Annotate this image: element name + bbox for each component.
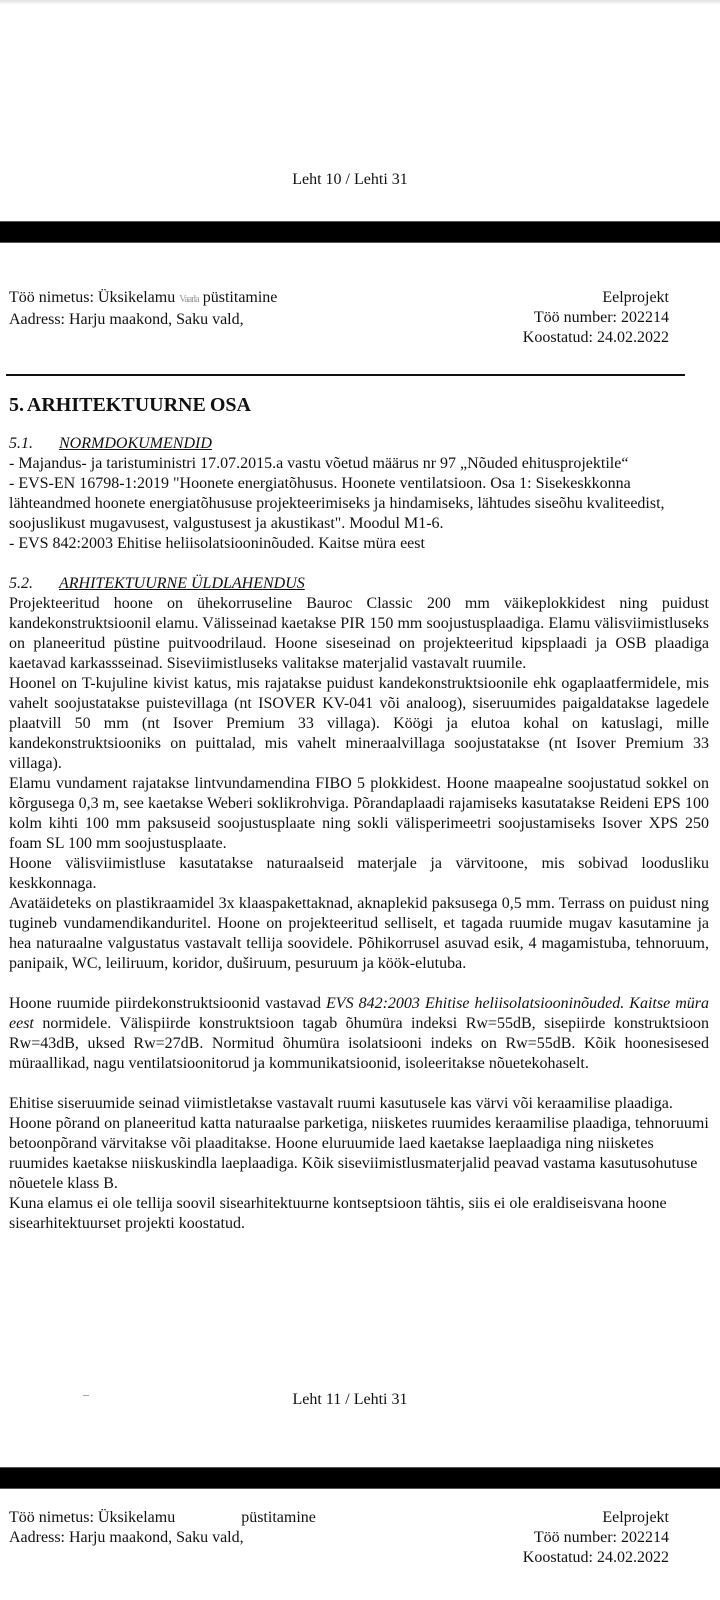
document-body <box>9 392 709 1234</box>
page-number-footer: Leht 11 / Lehti 31 <box>292 1391 408 1408</box>
compiled-date: Koostatud: 24.02.2022 <box>522 1549 669 1566</box>
work-number: Töö number: 202214 <box>533 1529 669 1546</box>
paragraph: Hoone välisviimistluse kasutatakse naturaalseid materjale ja värvitoone, mis sobivad loodusliku keskkonnaga. <box>9 855 709 892</box>
subsection-title: ARHITEKTUURNE ÜLDLAHENDUS <box>59 575 305 592</box>
page-separator <box>0 1467 720 1489</box>
section-title: 5. ARHITEKTUURNE OSA <box>9 394 251 416</box>
paragraph: Hoonel on T-kujuline kivist katus, mis rajatakse puidust kandekonstruktsioonile ehk ogaplaatfermidele, mis vahelt soojustatakse puistevillaga (nt ISOVER KV-041 või analoog), siseruumides paigaldatakse lagedele plaatvill 50 mm (nt Isover Premium 33 villaga). Köögi ja elutoa kohal on katuslagi, mille kandekonstruktsiooniks on puittalad, mis vahelt mineraalvillaga soojustatakse (nt Isover Premium 33 villaga). <box>9 675 709 772</box>
header-rule <box>6 374 685 376</box>
norm-document-item: - Majandus- ja taristuministri 17.07.2015.a vastu võetud määrus nr 97 „Nõuded ehitusprojektile“ <box>9 455 629 472</box>
subsection-number: 5.2. <box>9 575 33 592</box>
norm-document-item: - EVS 842:2003 Ehitise heliisolatsiooninõuded. Kaitse müra eest <box>9 535 425 552</box>
paragraph: Ehitise siseruumide seinad viimistletakse vastavalt ruumi kasutusele kas värvi või keraamilise plaadiga. Hoone põrand on planeeritud katta naturaalse parketiga, niisketes ruumides keraamilise plaadiga, tehnoruumi betoonpõrand värvitakse või plaaditakse. Hoone eluruumide laed kaetakse laeplaadiga ning niisketes ruumides kaetakse niiskuskindla laeplaadiga. Kõik siseviimistlusmaterjalid peavad vastama kasutusohutuse nõuetele klass B. <box>9 1095 709 1192</box>
viewer-top-shadow <box>0 0 720 5</box>
work-name: Töö nimetus: Üksikelamu Vaarla püstitamine <box>9 289 278 306</box>
address: Aadress: Harju maakond, Saku vald, <box>9 311 244 328</box>
work-name: Töö nimetus: Üksikelamu püstitamine <box>9 1509 316 1526</box>
work-number: Töö number: 202214 <box>533 309 669 326</box>
subsection-heading <box>9 574 709 594</box>
subsection-heading <box>9 434 709 454</box>
compiled-date: Koostatud: 24.02.2022 <box>522 329 669 346</box>
project-stage: Eelprojekt <box>602 289 669 306</box>
paragraph: Avatäideteks on plastikraamidel 3x klaaspakettaknad, aknaplekid paksusega 0,5 mm. Terrass on puidust ning tugineb vundamendikanduritel. Hoone on projekteeritud selliselt, et tagada ruumide mugav kasutamine ja hea naturaalne valgustatus vastavalt tellija soovidele. Põhikorrusel asuvad esik, 4 magamistuba, tehnoruum, panipaik, WC, leiliruum, koridor, duširuum, pesuruum ja köök-elutuba. <box>9 895 709 972</box>
paragraph: Projekteeritud hoone on ühekorruseline Bauroc Classic 200 mm väikeplokkidest ning puidust kandekonstruktsioonil elamu. Välisseinad kaetakse PIR 150 mm soojustusplaadiga. Elamu välisviimistluseks on planeeritud püstine puitvoodrilaud. Hoone siseseinad on projekteeritud kipsplaadi ja OSB plaadiga kaetavad karkassseinad. Siseviimistluseks valitakse materjalid vastavalt ruumile. <box>9 595 709 672</box>
subsection-title: NORMDOKUMENDID <box>59 435 212 452</box>
standard-reference: EVS 842:2003 Ehitise heliisolatsiooninõuded. Kaitse müra eest <box>9 995 709 1032</box>
project-stage: Eelprojekt <box>602 1509 669 1526</box>
subsection-number: 5.1. <box>9 435 33 452</box>
norm-document-item: - EVS-EN 16798-1:2019 "Hoonete energiatõhusus. Hoonete ventilatsioon. Osa 1: Sisekeskkonna lähteandmed hoonete energiatõhususe projekteerimiseks ja hindamiseks, lähtudes siseõhu kvaliteedist, soojuslikust mugavusest, valgustusest ja akustikast". Moodul M1-6. <box>9 475 665 532</box>
page-number-footer: Leht 10 / Lehti 31 <box>292 171 408 188</box>
page-separator <box>0 221 720 243</box>
acoustics-paragraph: Hoone ruumide piirdekonstruktsioonid vastavad EVS 842:2003 Ehitise heliisolatsiooninõuded. Kaitse müra eest normidele. Välispiirde konstruktsioon tagab õhumüra indeksi Rw=55dB, sisepiirde konstruktsioon Rw=43dB, uksed Rw=27dB. Normitud õhumüra isolatsiooni indeks on Rw=55dB. Kõik hoonesisesed müraallikad, nagu ventilatsioonitorud ja kommunikatsioonid, isoleeritakse nõuetekohaselt. <box>9 995 709 1072</box>
paragraph: Elamu vundament rajatakse lintvundamendina FIBO 5 plokkidest. Hoone maapealne soojustatud sokkel on kõrgusega 0,3 m, see kaetakse Weberi soklikrohviga. Põrandaplaadi rajamiseks kasutatakse Reideni EPS 100 kolm kihti 100 mm paksuseid soojustusplaate ning sokli välisperimeetri soojustamiseks Isover XPS 250 foam SL 100 mm soojustusplaate. <box>9 775 709 852</box>
obscured-name: Vaarla <box>179 294 199 305</box>
paragraph: Kuna elamus ei ole tellija soovil sisearhitektuurne kontseptsioon tähtis, siis ei ole eraldiseisvana hoone sisearhitektuurset projekti koostatud. <box>9 1195 667 1232</box>
address: Aadress: Harju maakond, Saku vald, <box>9 1529 244 1546</box>
